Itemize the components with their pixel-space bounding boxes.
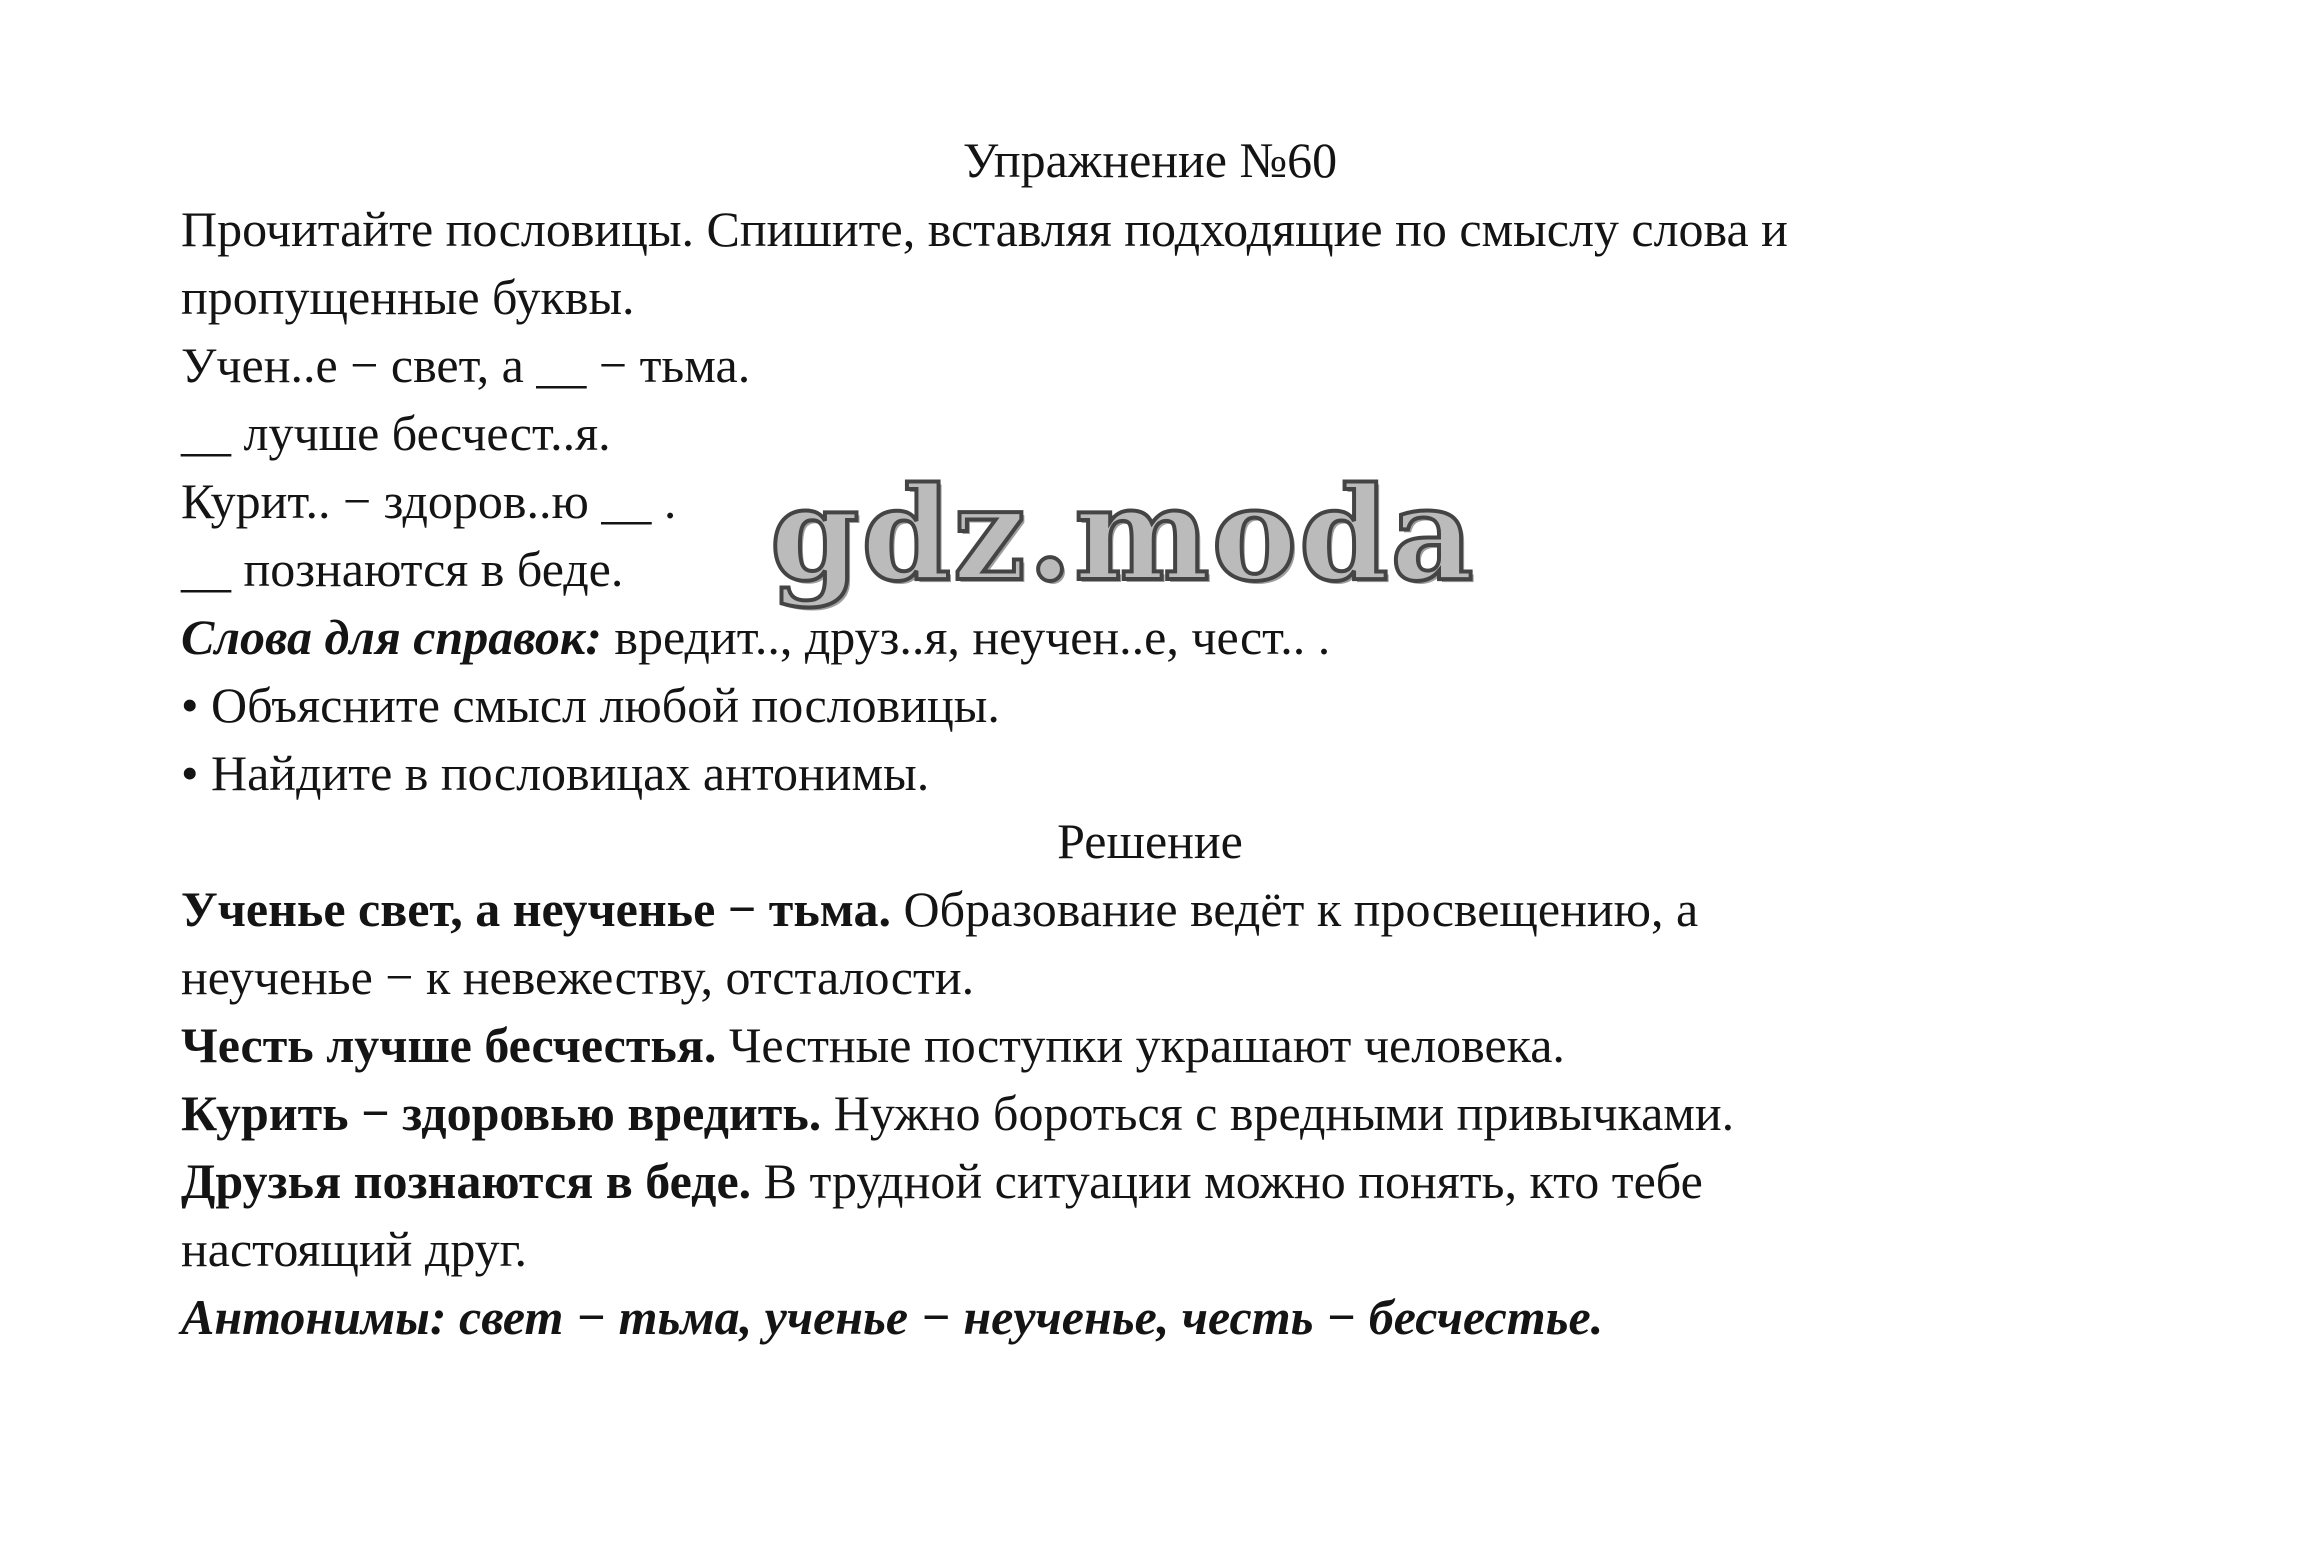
solution-item-4 [181, 1151, 1703, 1211]
proverb-4: __ познаются в беде. [181, 541, 624, 597]
solution-explanation-2: Честные поступки украшают человека. [716, 1017, 1565, 1073]
watermark-logo: gdz.moda [770, 460, 1476, 610]
solution-item-1 [181, 879, 1698, 939]
antonyms-line: Антонимы: свет − тьма, ученье − неученье, честь − бесчестье. [181, 1289, 1604, 1345]
solution-heading: Решение [1057, 813, 1243, 869]
bullet-item-2: • Найдите в пословицах антонимы. [181, 745, 930, 801]
exercise-title: Упражнение №60 [962, 132, 1338, 188]
solution-explanation-1: Образование ведёт к просвещению, а [891, 881, 1699, 937]
solution-proverb-1: Ученье свет, а неученье − тьма. [181, 881, 892, 937]
task-text-line-2: пропущенные буквы. [181, 269, 635, 325]
proverb-3: Курит.. − здоров..ю __ . [181, 473, 677, 529]
reference-label: Слова для справок: [181, 609, 602, 665]
solution-item-3 [181, 1083, 1734, 1143]
solution-explanation-3: Нужно бороться с вредными привычками. [821, 1085, 1735, 1141]
solution-item-2 [181, 1015, 1565, 1075]
reference-list: вредит.., друз..я, неучен..е, чест.. . [601, 609, 1331, 665]
proverb-1: Учен..е − свет, а __ − тьма. [181, 337, 751, 393]
solution-proverb-2: Честь лучше бесчестья. [181, 1017, 717, 1073]
solution-proverb-3: Курить − здоровью вредить. [181, 1085, 822, 1141]
bullet-item-1: • Объясните смысл любой пословицы. [181, 677, 1000, 733]
solution-proverb-4: Друзья познаются в беде. [181, 1153, 752, 1209]
reference-words [181, 607, 1330, 667]
proverb-2: __ лучше бесчест..я. [181, 405, 611, 461]
solution-explanation-4: В трудной ситуации можно понять, кто тебе [751, 1153, 1703, 1209]
task-text-line-1: Прочитайте пословицы. Спишите, вставляя подходящие по смыслу слова и [181, 201, 1788, 257]
solution-item-1-continued: неученье − к невежеству, отсталости. [181, 949, 975, 1005]
solution-item-4-continued: настоящий друг. [181, 1221, 528, 1277]
